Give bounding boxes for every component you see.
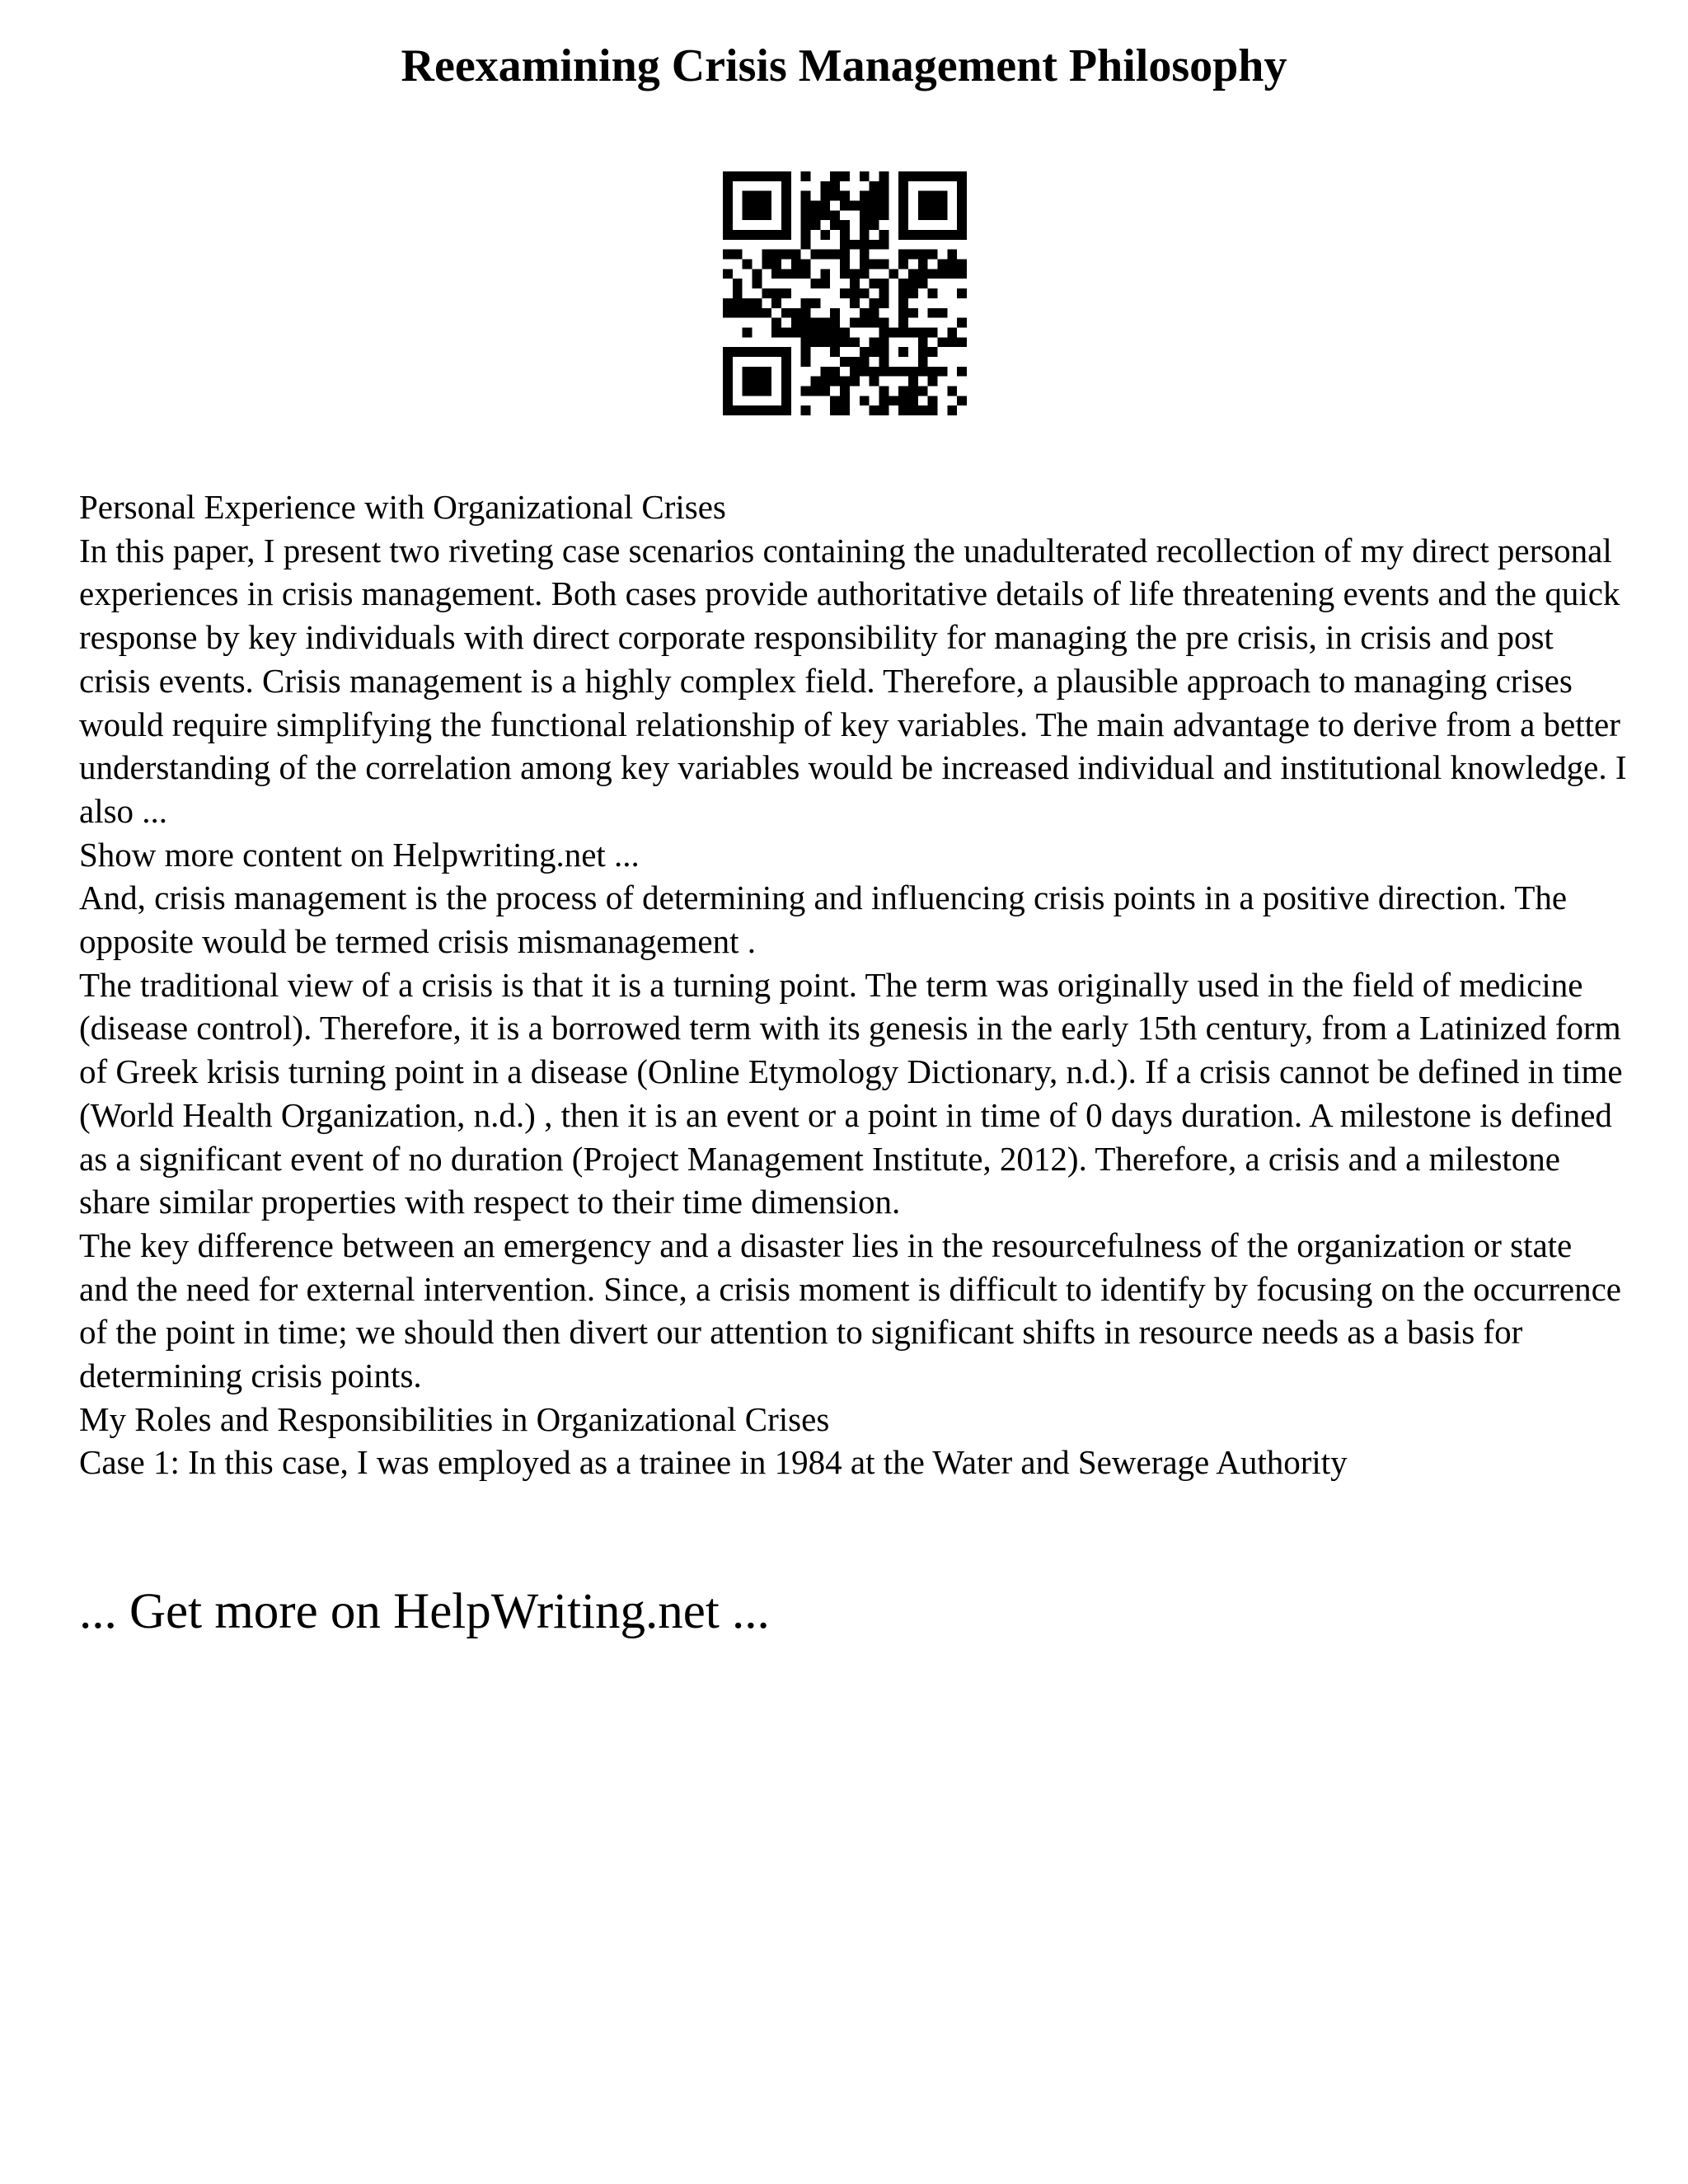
- paragraph-intro: In this paper, I present two riveting case scenarios containing the unadulterated recollection of my direct personal experiences in crisis management. Both cases provide authoritative details of life threatening events and the quick response by key individuals with direct corporate responsibility for managing the pre crisis, in crisis and post crisis events. Crisis management is a highly complex field. Therefore, a plausible approach to managing crises would require simplifying the functional relationship of key variables. The main advantage to derive from a better understanding of the correlation among key variables would be increased individual and institutional knowledge. I also ...: [79, 531, 1627, 830]
- get-more-link[interactable]: ... Get more on HelpWriting.net ...: [79, 1584, 770, 1639]
- section-heading-roles: My Roles and Responsibilities in Organizational Crises: [79, 1399, 830, 1438]
- paragraph-crisis-management-definition: And, crisis management is the process of determining and influencing crisis points in a positive direction. The opposite would be termed crisis mismanagement .: [79, 879, 1568, 961]
- paragraph-case-1: Case 1: In this case, I was employed as a trainee in 1984 at the Water and Sewerage Authority: [79, 1443, 1348, 1482]
- document-body: [79, 485, 1629, 1484]
- paragraph-emergency-disaster: The key difference between an emergency and a disaster lies in the resourcefulness of the organization or state and the need for external intervention. Since, a crisis moment is difficult to identify by focusing on the occurrence of the point in time; we should then divert our attention to significant shifts in resource needs as a basis for determining crisis points.: [79, 1226, 1622, 1395]
- show-more-link[interactable]: Show more content on Helpwriting.net ...: [79, 835, 640, 874]
- paragraph-traditional-view: The traditional view of a crisis is that it is a turning point. The term was originally used in the field of medicine (disease control). Therefore, it is a borrowed term with its genesis in the early 15th century, from a Latinized form of Greek krisis turning point in a disease (Online Etymology Dictionary, n.d.). If a crisis cannot be defined in time (World Health Organization, n.d.) , then it is an event or a point in time of 0 days duration. A milestone is defined as a significant event of no duration (Project Management Institute, 2012). Therefore, a crisis and a milestone share similar properties with respect to their time dimension.: [79, 965, 1623, 1221]
- qr-code-icon: [723, 171, 967, 415]
- section-heading-personal-experience: Personal Experience with Organizational Crises: [79, 488, 726, 526]
- page-title: Reexamining Crisis Management Philosophy: [401, 40, 1287, 91]
